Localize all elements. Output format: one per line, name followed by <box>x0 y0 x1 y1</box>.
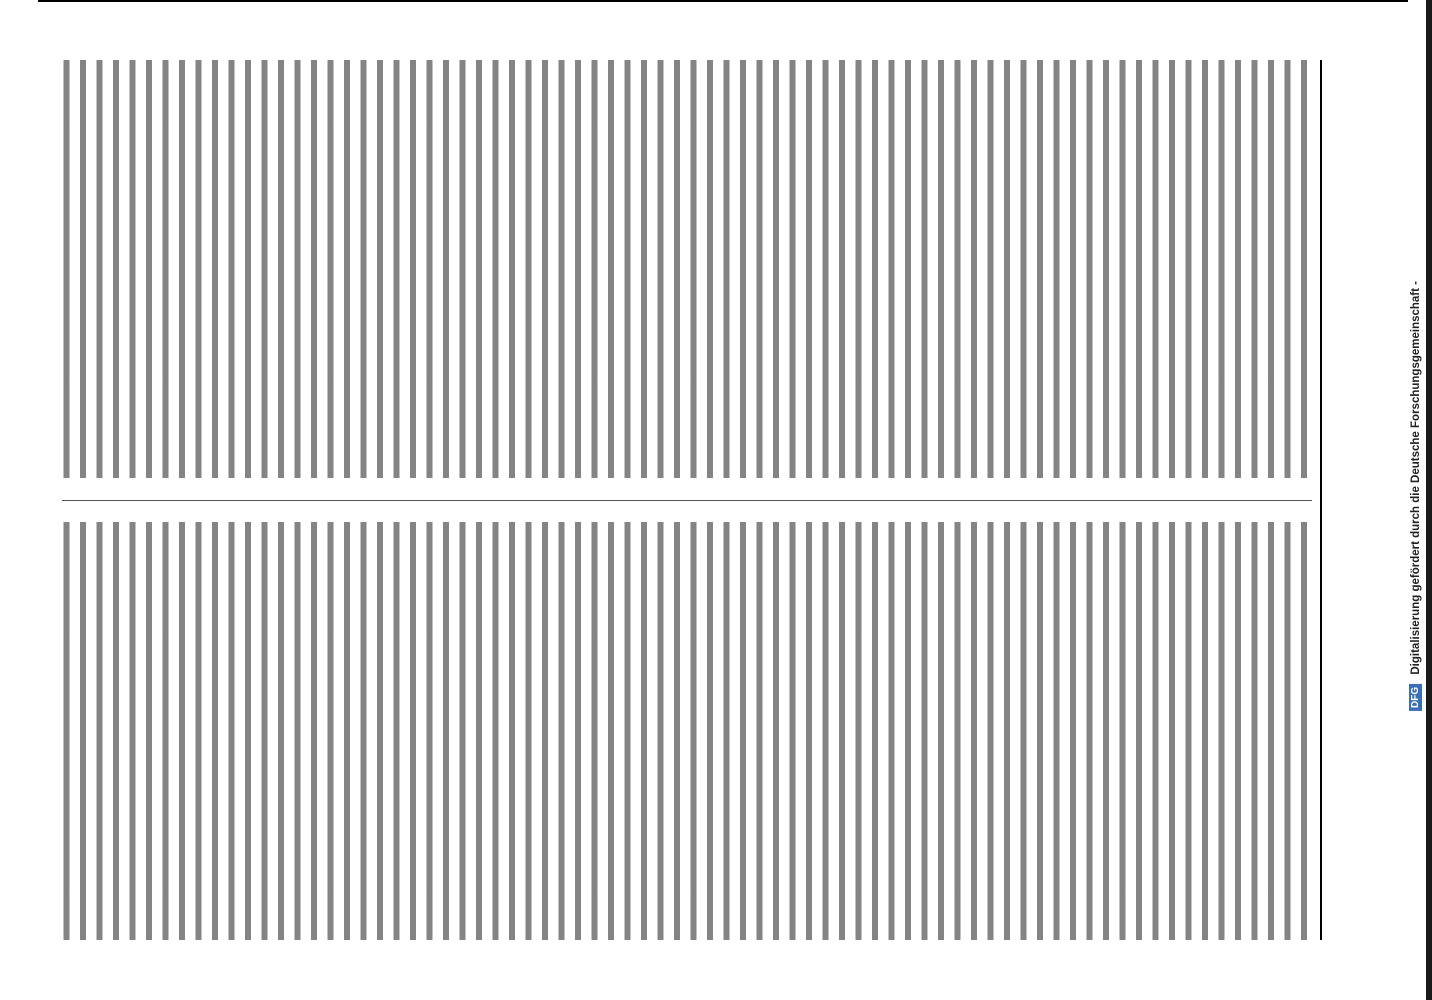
dfg-logo: DFG <box>1409 684 1422 711</box>
notice-text <box>1409 281 1422 711</box>
notice-line: Digitalisierung gefördert durch die Deutsche Forschungsgemeinschaft - <box>1409 281 1422 675</box>
digitization-notice <box>1404 16 1426 976</box>
scan-edge <box>1426 0 1432 1000</box>
text-column-right <box>62 522 1312 940</box>
column-divider <box>62 500 1312 501</box>
header-rule <box>1320 60 1322 940</box>
page-header <box>1330 60 1364 940</box>
scanned-page <box>38 0 1408 1000</box>
text-column-left <box>62 60 1312 478</box>
text-lines <box>62 522 1312 940</box>
text-lines <box>62 60 1312 478</box>
